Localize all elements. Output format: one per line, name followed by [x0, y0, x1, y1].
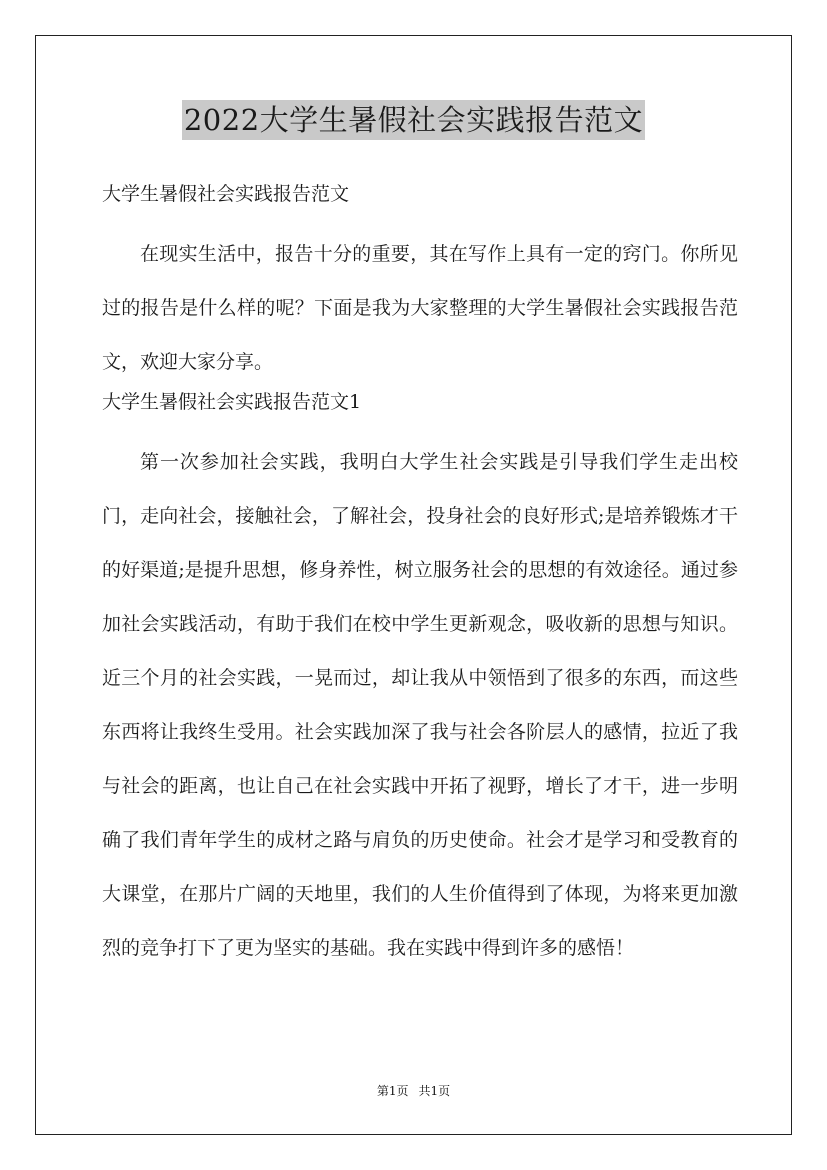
document-subtitle: 大学生暑假社会实践报告范文 [102, 183, 350, 205]
section-heading: 大学生暑假社会实践报告范文1 [102, 391, 362, 413]
title-container [0, 100, 827, 140]
page-number: 第1页 [376, 1084, 409, 1098]
document-body [102, 174, 738, 975]
page-footer [0, 1082, 827, 1099]
intro-paragraph: 在现实生活中，报告十分的重要，其在写作上具有一定的窍门。你所见过的报告是什么样的呢？下面是我为大家整理的大学生暑假社会实践报告范文，欢迎大家分享。 [102, 243, 738, 373]
document-title: 2022大学生暑假社会实践报告范文 [182, 100, 645, 140]
page-total: 共1页 [418, 1084, 451, 1098]
section-body-paragraph: 第一次参加社会实践，我明白大学生社会实践是引导我们学生走出校门，走向社会，接触社会，了解社会，投身社会的良好形式;是培养锻炼才干的好渠道;是提升思想，修身养性，树立服务社会的思想的有效途径。通过参加社会实践活动，有助于我们在校中学生更新观念，吸收新的思想与知识。近三个月的社会实践，一晃而过，却让我从中领悟到了很多的东西，而这些东西将让我终生受用。社会实践加深了我与社会各阶层人的感情，拉近了我与社会的距离，也让自己在社会实践中开拓了视野，增长了才干，进一步明确了我们青年学生的成材之路与肩负的历史使命。社会才是学习和受教育的大课堂，在那片广阔的天地里，我们的人生价值得到了体现，为将来更加激烈的竞争打下了更为坚实的基础。我在实践中得到许多的感悟！ [102, 451, 738, 959]
